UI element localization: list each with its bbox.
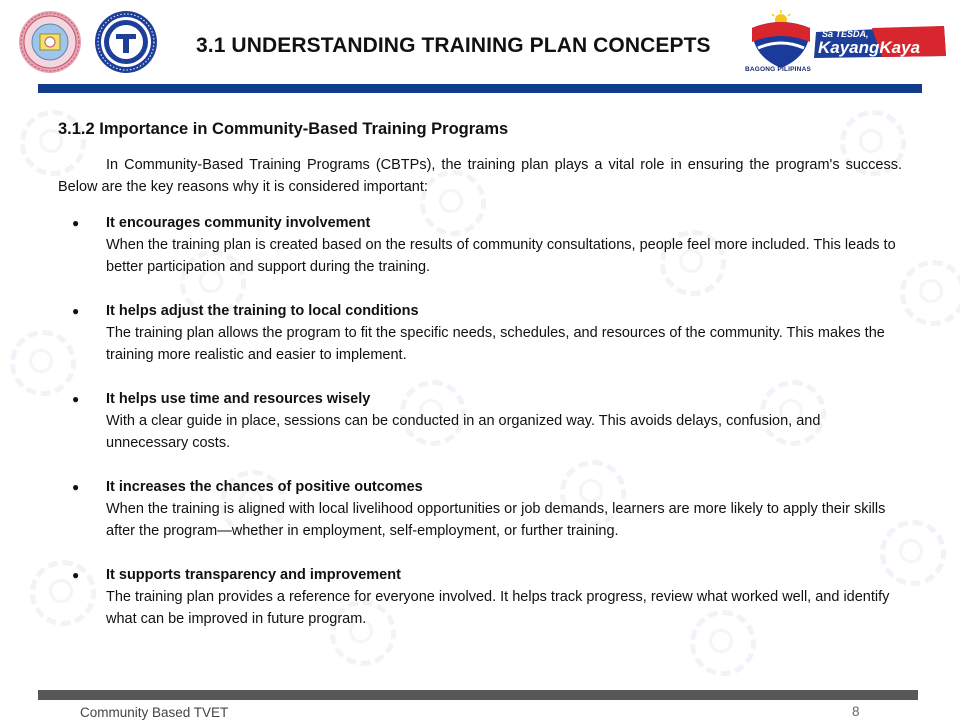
list-item [58, 388, 902, 454]
section-heading: 3.1.2 Importance in Community-Based Training Programs [58, 120, 509, 138]
bullet-icon: ● [72, 568, 80, 582]
page-title: 3.1 UNDERSTANDING TRAINING PLAN CONCEPTS [196, 34, 711, 57]
header-divider-bar [38, 84, 922, 93]
bullet-icon: ● [72, 304, 80, 318]
intro-paragraph: In Community-Based Training Programs (CBTPs), the training plan plays a vital role in ensuring the program's success. Below are the key reasons why it is considered important: [58, 157, 902, 195]
bagong-pilipinas-label: BAGONG PILIPINAS [744, 66, 812, 73]
point-body: When the training plan is created based on the results of community consultations, people feel more included. This leads to better participation and support during the training. [106, 237, 896, 275]
footer-label: Community Based TVET [80, 705, 229, 720]
slide-content [58, 120, 902, 652]
list-item [58, 476, 902, 542]
importance-list [58, 212, 902, 630]
slide-header [0, 0, 960, 96]
point-body: The training plan provides a reference for everyone involved. It helps track progress, review what worked well, and identify what can be improved in future program. [106, 589, 890, 627]
list-item [58, 300, 902, 366]
kaya-main-text: KayangKaya [818, 38, 921, 57]
list-item [58, 212, 902, 278]
point-title: It supports transparency and improvement [106, 567, 401, 583]
tesda-seal-icon [94, 10, 158, 74]
kayang-kaya-logo-icon [812, 22, 948, 62]
point-body: When the training is aligned with local livelihood opportunities or job demands, learners are more likely to apply their skills after the program—whether in employment, self-employment, or further training. [106, 501, 886, 539]
bullet-icon: ● [72, 392, 80, 406]
point-title: It helps use time and resources wisely [106, 391, 371, 407]
point-title: It encourages community involvement [106, 215, 371, 231]
point-body: With a clear guide in place, sessions can be conducted in an organized way. This avoids delays, confusion, and unnecessary costs. [106, 413, 821, 451]
list-item [58, 564, 902, 630]
bullet-icon: ● [72, 216, 80, 230]
bullet-icon: ● [72, 480, 80, 494]
point-title: It helps adjust the training to local conditions [106, 303, 419, 319]
point-title: It increases the chances of positive outcomes [106, 479, 423, 495]
kaya-top-text: Sa TESDA, [822, 29, 869, 39]
footer-divider-bar [38, 690, 918, 700]
agency-seal-icon [18, 10, 82, 74]
page-number: 8 [852, 704, 860, 719]
point-body: The training plan allows the program to fit the specific needs, schedules, and resources of the community. This makes the training more realistic and easier to implement. [106, 325, 885, 363]
